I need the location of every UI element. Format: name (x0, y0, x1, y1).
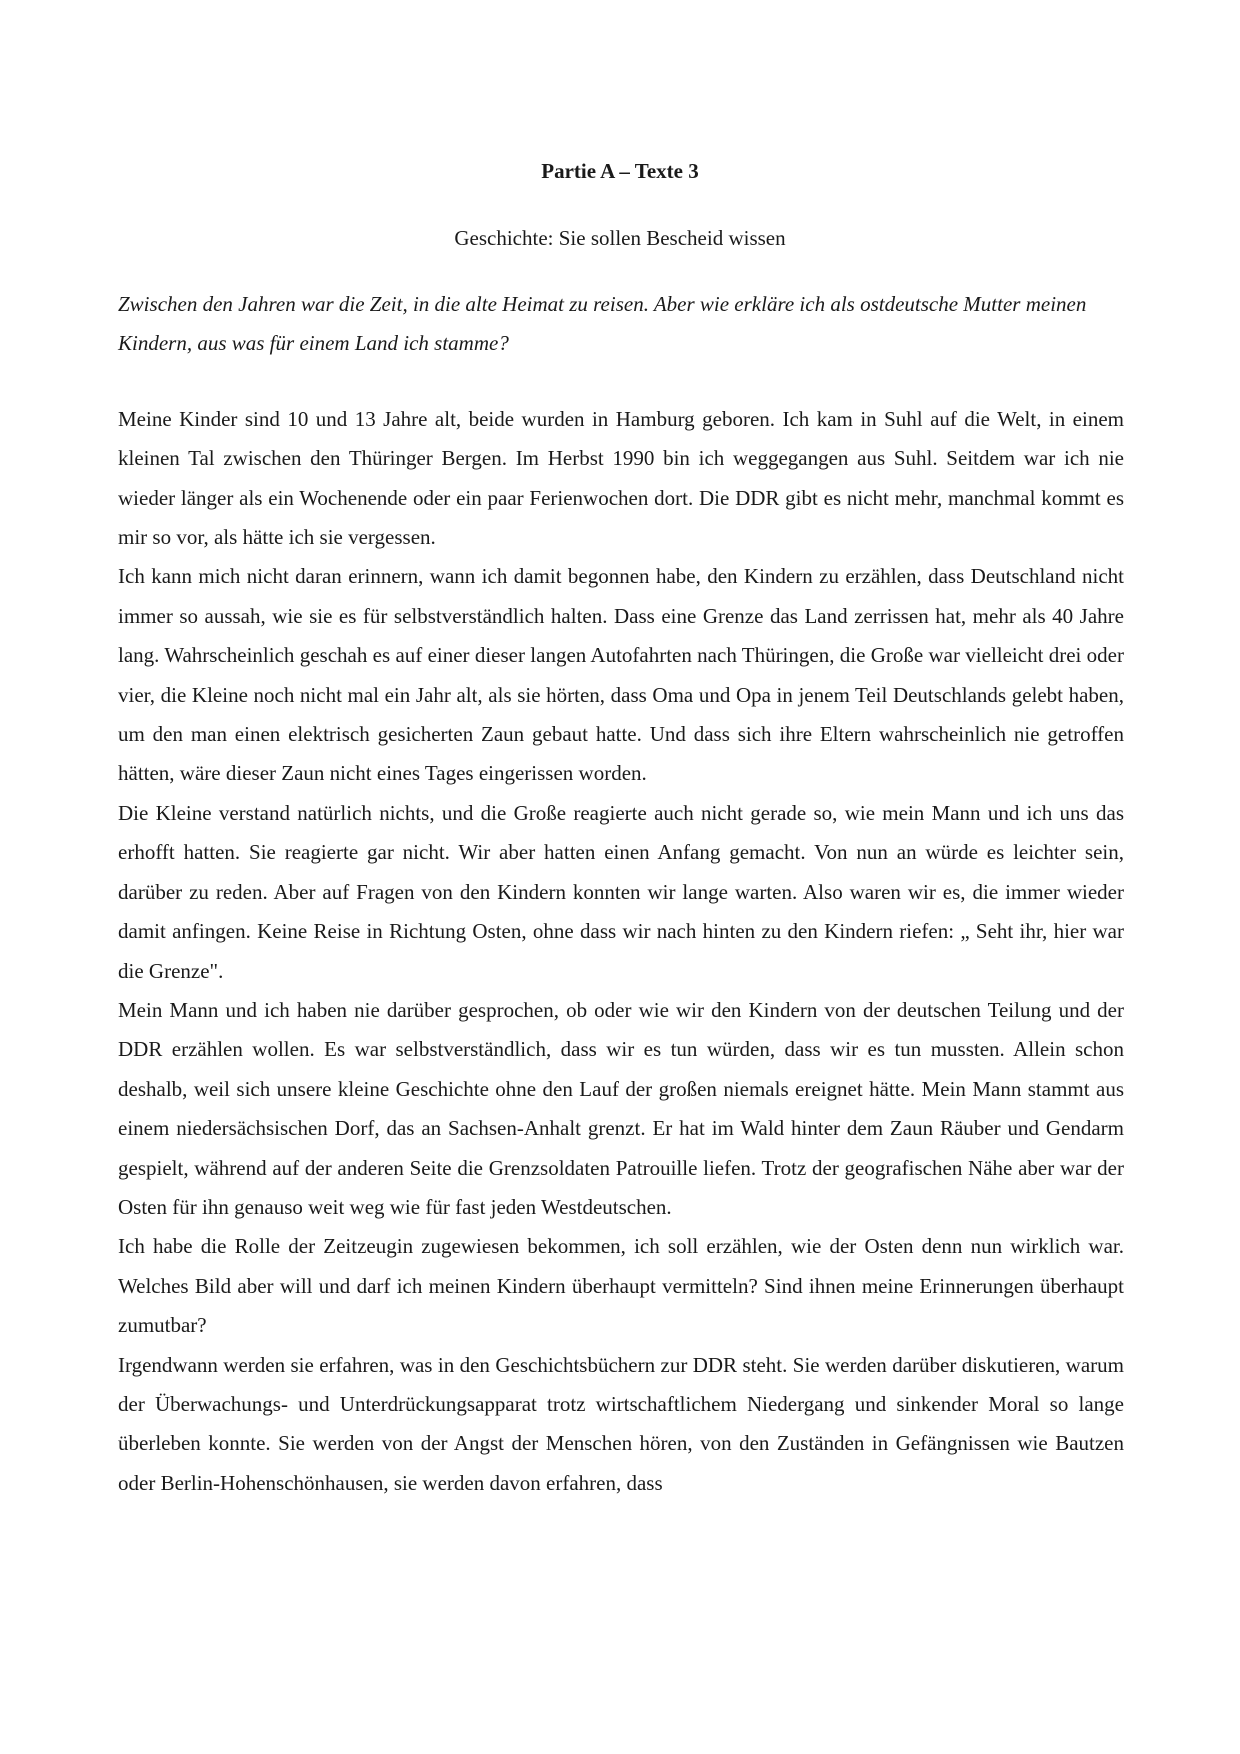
intro-paragraph: Zwischen den Jahren war die Zeit, in die alte Heimat zu reisen. Aber wie erkläre ich als ostdeutsche Mutter meinen Kindern, aus was für einem Land ich stamme? (118, 292, 1087, 356)
body-paragraph: Ich habe die Rolle der Zeitzeugin zugewiesen bekommen, ich soll erzählen, wie der Osten denn nun wirklich war. Welches Bild aber will und darf ich meinen Kindern überhaupt vermitteln? Sind ihnen meine Erinnerungen überhaupt zumutbar? (118, 1234, 1124, 1338)
body-paragraph: Mein Mann und ich haben nie darüber gesprochen, ob oder wie wir den Kindern von der deutschen Teilung und der DDR erzählen wollen. Es war selbstverständlich, dass wir es tun würden, dass wir es tun mussten. Allein schon deshalb, weil sich unsere kleine Geschichte ohne den Lauf der großen niemals ereignet hätte. Mein Mann stammt aus einem niedersächsischen Dorf, das an Sachsen-Anhalt grenzt. Er hat im Wald hinter dem Zaun Räuber und Gendarm gespielt, während auf der anderen Seite die Grenzsoldaten Patrouille liefen. Trotz der geografischen Nähe aber war der Osten für ihn genauso weit weg wie für fast jeden Westdeutschen. (118, 997, 1124, 1219)
body-paragraph: Irgendwann werden sie erfahren, was in den Geschichtsbüchern zur DDR steht. Sie werden darüber diskutieren, warum der Überwachungs- und Unterdrückungsapparat trotz wirtschaftlichem Niedergang und sinkender Moral so lange überleben konnte. Sie werden von der Angst der Menschen hören, von den Zuständen in Gefängnissen wie Bautzen oder Berlin-Hohenschönhausen, sie werden davon erfahren, dass (118, 1352, 1124, 1495)
document-heading: Partie A – Texte 3 (541, 159, 699, 183)
body-paragraph: Ich kann mich nicht daran erinnern, wann ich damit begonnen habe, den Kindern zu erzählen, dass Deutschland nicht immer so aussah, wie sie es für selbstverständlich halten. Dass eine Grenze das Land zerrissen hat, mehr als 40 Jahre lang. Wahrscheinlich geschah es auf einer dieser langen Autofahrten nach Thüringen, die Große war vielleicht drei oder vier, die Kleine noch nicht mal ein Jahr alt, als sie hörten, dass Oma und Opa in jenem Teil Deutschlands gelebt haben, um den man einen elektrisch gesicherten Zaun gebaut hatte. Und dass sich ihre Eltern wahrscheinlich nie getroffen hätten, wäre dieser Zaun nicht eines Tages eingerissen worden. (118, 564, 1124, 786)
body-paragraph: Meine Kinder sind 10 und 13 Jahre alt, beide wurden in Hamburg geboren. Ich kam in Suhl auf die Welt, in einem kleinen Tal zwischen den Thüringer Bergen. Im Herbst 1990 bin ich weggegangen aus Suhl. Seitdem war ich nie wieder länger als ein Wochenende oder ein paar Ferienwochen dort. Die DDR gibt es nicht mehr, manchmal kommt es mir so vor, als hätte ich sie vergessen. (118, 406, 1124, 550)
document-subheading: Geschichte: Sie sollen Bescheid wissen (454, 226, 786, 250)
document-body (118, 285, 1124, 1503)
body-paragraph: Die Kleine verstand natürlich nichts, und die Große reagierte auch nicht gerade so, wie mein Mann und ich uns das erhofft hatten. Sie reagierte gar nicht. Wir aber hatten einen Anfang gemacht. Von nun an würde es leichter sein, darüber zu reden. Aber auf Fragen von den Kindern konnten wir lange warten. Also waren wir es, die immer wieder damit anfingen. Keine Reise in Richtung Osten, ohne dass wir nach hinten zu den Kindern riefen: „ Seht ihr, hier war die Grenze". (118, 800, 1124, 983)
